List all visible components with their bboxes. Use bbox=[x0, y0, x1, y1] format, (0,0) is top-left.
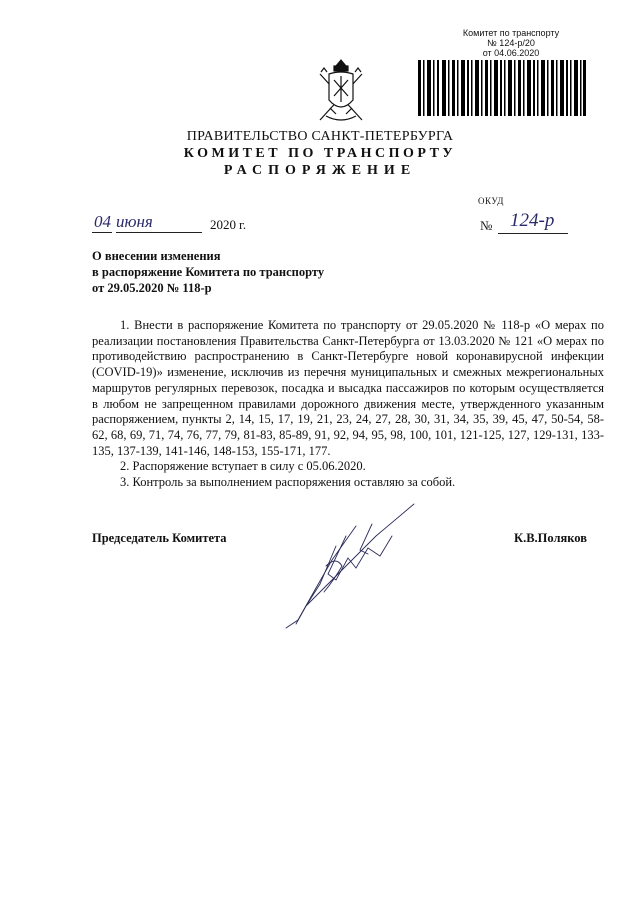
barcode-icon bbox=[418, 60, 586, 116]
document-date bbox=[92, 212, 262, 236]
number-underline bbox=[498, 233, 568, 234]
document-number bbox=[480, 212, 570, 236]
document-type: РАСПОРЯЖЕНИЕ bbox=[223, 163, 417, 178]
stamp-date: от 04.06.2020 bbox=[482, 48, 540, 58]
body-item-1: 1. Внести в распоряжение Комитета по транспорту от 29.05.2020 № 118-р «О мерах по реализации постановления Правительства Санкт-Петербурга от 13.03.2020 № 121 «О мерах по противодействию распространению в Санкт-Петербурге новой коронавирусной инфекции (COVID-19)» изменение, исключив из перечня муниципальных и смежных межрегиональных маршрутов регулярных перевозок, посадка и высадка пассажиров по которым осуществляется в любом не запрещенном правилами дорожного движения месте, утвержденного указанным распоряжением, пункты 2, 14, 15, 17, 19, 21, 23, 24, 27, 28, 30, 31, 34, 35, 39, 45, 47, 50-54, 58-62, 68, 69, 71, 74, 76, 77, 79, 81-83, 85-89, 91, 92, 94, 95, 98, 100, 101, 121-125, 127, 129-131, 133-135, 137-139, 141-146, 148-153, 155-171, 177. bbox=[92, 318, 604, 458]
date-year: 2020 bbox=[210, 217, 236, 232]
document-header bbox=[0, 128, 640, 179]
body-item-2: 2. Распоряжение вступает в силу с 05.06.2020. bbox=[120, 459, 366, 474]
date-month: июня bbox=[116, 212, 153, 231]
document-body bbox=[92, 318, 604, 491]
stamp-org: Комитет по транспорту bbox=[462, 28, 560, 38]
registration-stamp bbox=[441, 28, 581, 58]
handwritten-signature bbox=[276, 496, 426, 630]
date-suffix: г. bbox=[239, 217, 247, 232]
date-month-underline bbox=[116, 232, 202, 233]
subject-line: от 29.05.2020 № 118-р bbox=[92, 281, 212, 295]
committee-title: КОМИТЕТ ПО ТРАНСПОРТУ bbox=[183, 146, 457, 161]
body-item-3: 3. Контроль за выполнением распоряжения оставляю за собой. bbox=[120, 475, 456, 490]
stamp-number: № 124-р/20 bbox=[487, 38, 535, 48]
number-sign: № bbox=[480, 218, 493, 233]
government-title: ПРАВИТЕЛЬСТВО САНКТ-ПЕТЕРБУРГА bbox=[186, 129, 454, 144]
okud-label: ОКУД bbox=[478, 196, 504, 206]
signer-name: К.В.Поляков bbox=[514, 531, 587, 545]
subject-line: в распоряжение Комитета по транспорту bbox=[92, 265, 325, 279]
number-value: 124-р bbox=[510, 210, 555, 231]
subject-line: О внесении изменения bbox=[92, 249, 221, 263]
date-day: 04 bbox=[94, 212, 111, 231]
signer-position: Председатель Комитета bbox=[92, 531, 227, 545]
spb-coat-of-arms-icon bbox=[316, 58, 366, 126]
document-subject bbox=[92, 248, 324, 296]
date-day-underline bbox=[92, 232, 112, 233]
